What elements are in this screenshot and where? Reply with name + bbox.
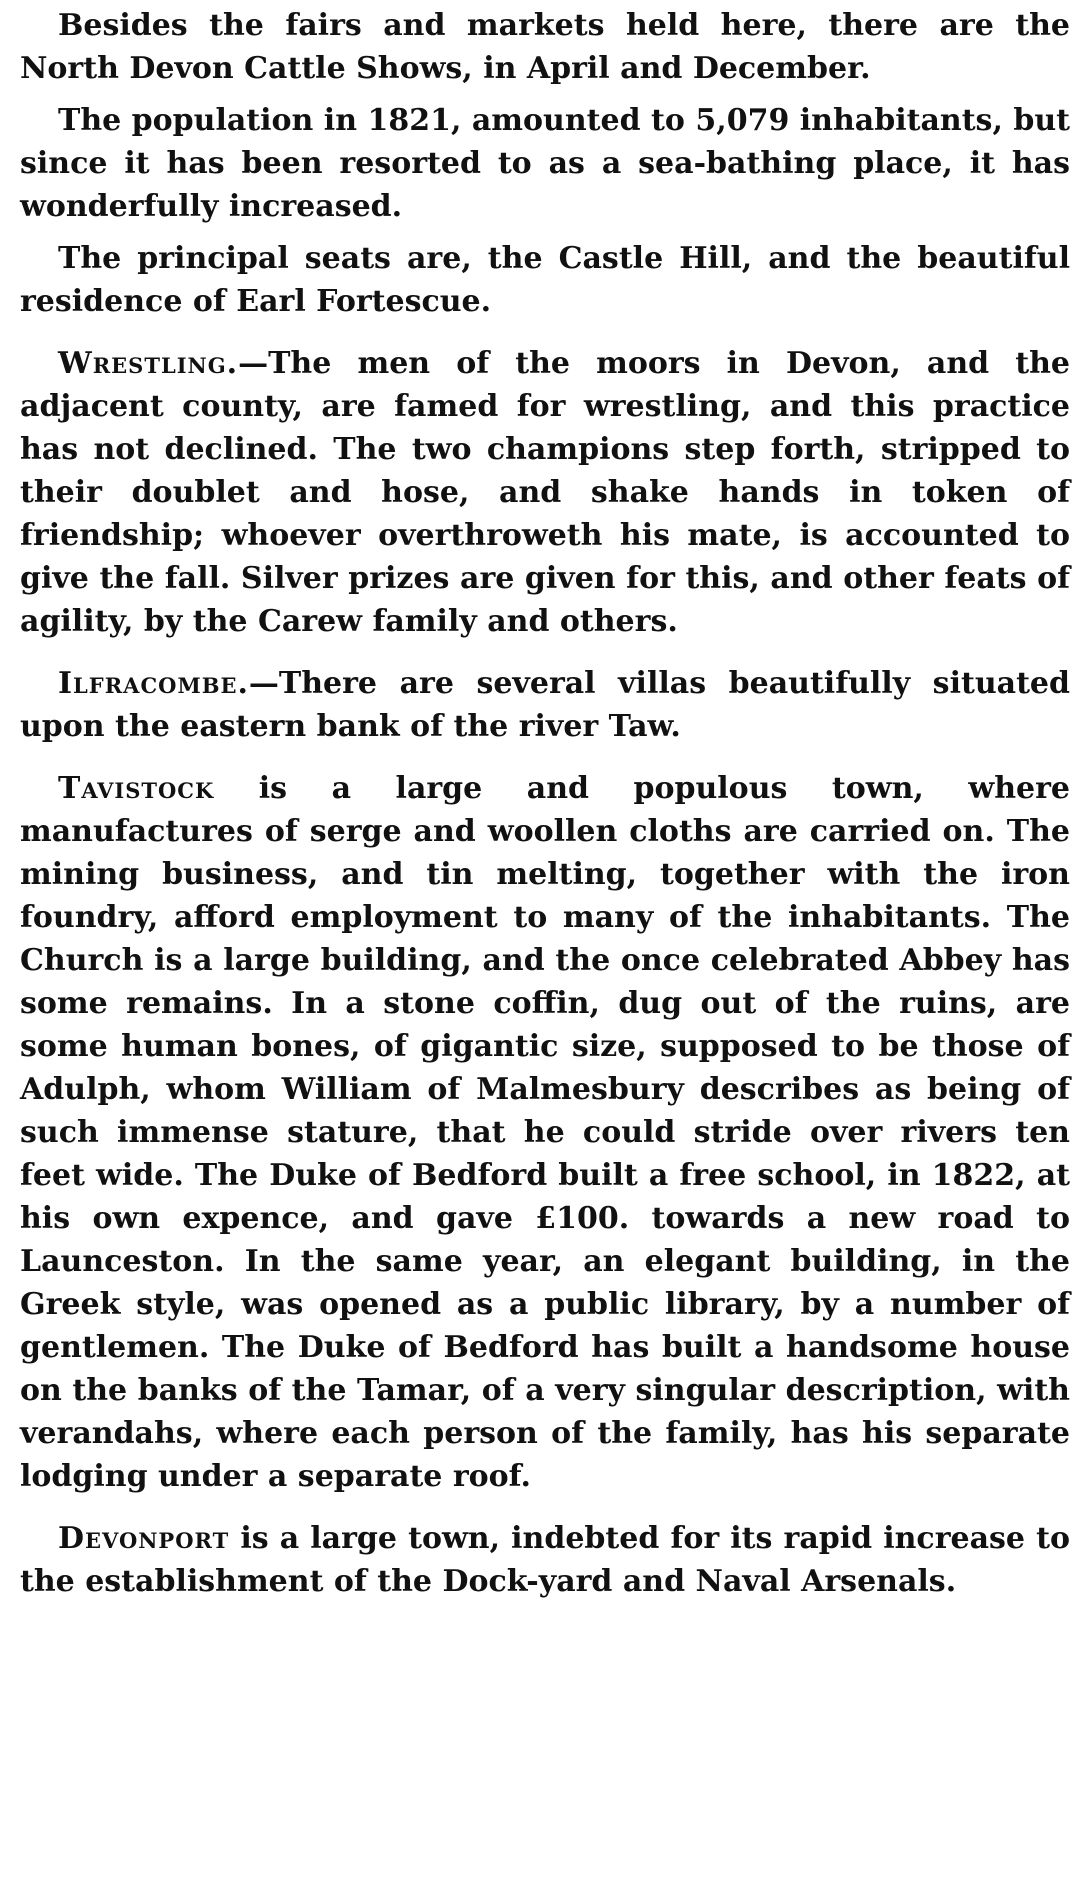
paragraph-spacer (20, 757, 1070, 767)
paragraph-text: —The men of the moors in Devon, and the adjacent county, are famed for wrestling, and this practice has not declined. The two champions step forth, stripped to their doublet and hose, and shake hands in token of friendship; whoever overthroweth his mate, is accounted to give the fall. Silver prizes are given for this, and other feats of agility, by the Carew family and others. (20, 346, 1070, 639)
section-heading-devonport: Devonport (58, 1521, 230, 1556)
paragraph-wrestling (20, 342, 1070, 643)
document-page (20, 4, 1070, 1612)
paragraph-ilfracombe (20, 662, 1070, 748)
paragraph-spacer (20, 332, 1070, 342)
paragraph-fairs (20, 4, 1070, 90)
section-heading-ilfracombe: Ilfracombe. (58, 666, 249, 701)
paragraph-text: The principal seats are, the Castle Hill, and the beautiful residence of Earl Fortescue. (20, 241, 1070, 319)
paragraph-text: The population in 1821, amounted to 5,079 inhabitants, but since it has been resorted to as a sea-bathing place, it has wonderfully increased. (20, 103, 1070, 224)
paragraph-tavistock (20, 767, 1070, 1498)
section-heading-tavistock: Tavistock (58, 771, 215, 806)
paragraph-text: —There are several villas beautifully situated upon the eastern bank of the river Taw. (20, 666, 1070, 744)
paragraph-text: Besides the fairs and markets held here, there are the North Devon Cattle Shows, in April and December. (20, 8, 1070, 86)
section-heading-wrestling: Wrestling. (58, 346, 239, 381)
paragraph-principal-seats (20, 237, 1070, 323)
paragraph-spacer (20, 652, 1070, 662)
paragraph-spacer (20, 1507, 1070, 1517)
paragraph-text: is a large town, indebted for its rapid increase to the establishment of the Dock-yard and Naval Arsenals. (20, 1521, 1070, 1599)
paragraph-text: is a large and populous town, where manufactures of serge and woollen cloths are carried on. The mining business, and tin melting, together with the iron foundry, afford employment to many of the inhabitants. The Church is a large building, and the once celebrated Abbey has some remains. In a stone coffin, dug out of the ruins, are some human bones, of gigantic size, supposed to be those of Adulph, whom William of Malmesbury describes as being of such immense stature, that he could stride over rivers ten feet wide. The Duke of Bedford built a free school, in 1822, at his own expence, and gave £100. towards a new road to Launceston. In the same year, an elegant building, in the Greek style, was opened as a public library, by a number of gentlemen. The Duke of Bedford has built a handsome house on the banks of the Tamar, of a very singular description, with verandahs, where each person of the family, has his separate lodging under a separate roof. (20, 771, 1070, 1494)
paragraph-devonport (20, 1517, 1070, 1603)
paragraph-population (20, 99, 1070, 228)
